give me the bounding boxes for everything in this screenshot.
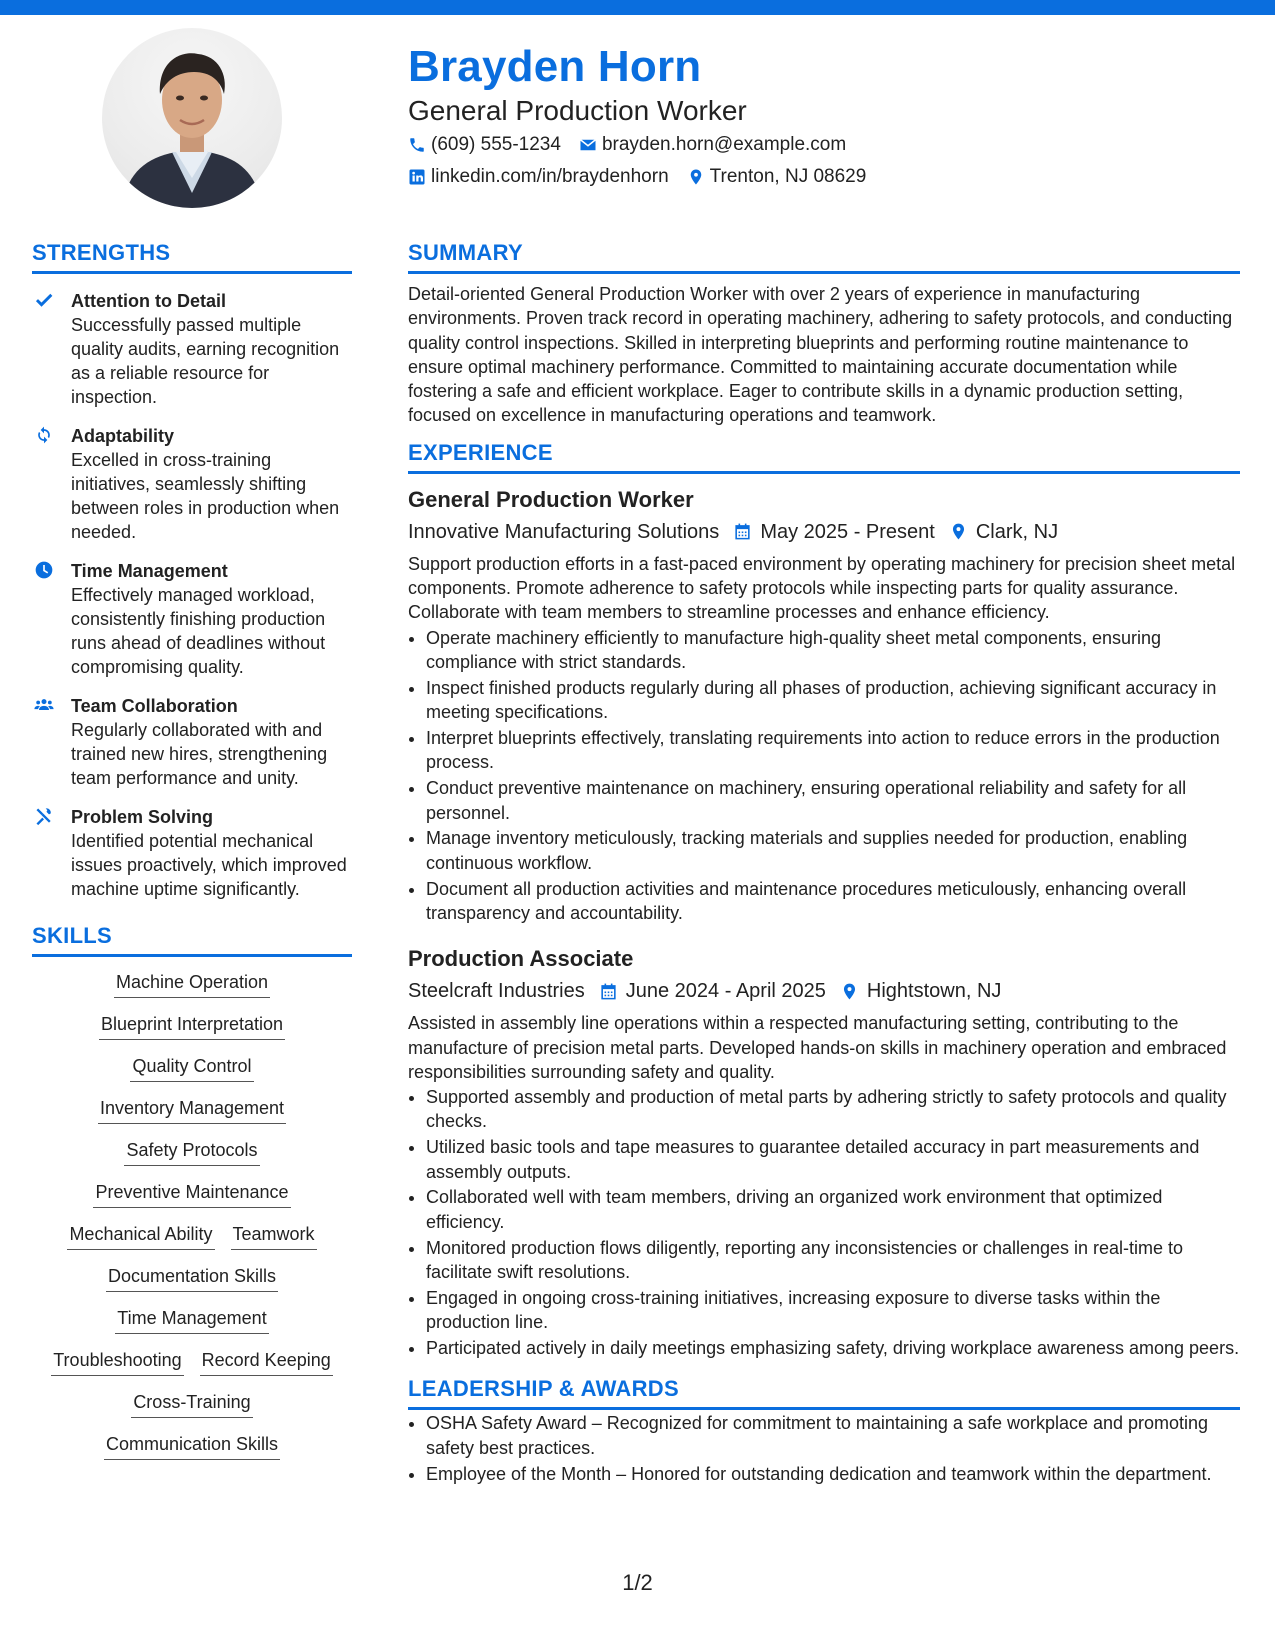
strength-title: Team Collaboration — [71, 696, 238, 716]
skill-tag: Preventive Maintenance — [93, 1181, 290, 1208]
strength-desc: Identified potential mechanical issues proactively, which improved machine uptime significantly. — [71, 831, 347, 899]
job-bullets — [408, 626, 1240, 926]
skill-tag: Record Keeping — [200, 1349, 333, 1376]
job-description: Assisted in assembly line operations within a respected manufacturing setting, contributing to the manufacture of precision metal parts. Developed hands-on skills in machinery operation and embraced responsibilities surrounding safety and quality. — [408, 1013, 1227, 1082]
summary-heading: SUMMARY — [408, 240, 1240, 274]
job-entry — [408, 486, 1240, 925]
leadership-list — [408, 1411, 1240, 1485]
job-meta — [408, 519, 1240, 545]
page-number: 1/2 — [622, 1570, 653, 1595]
skill-tag: Troubleshooting — [51, 1349, 183, 1376]
job-bullet: • Participated actively in daily meetings emphasizing safety, driving workplace awareness among peers. — [426, 1336, 1240, 1360]
skill-tag: Mechanical Ability — [67, 1223, 214, 1250]
job-bullet: • Manage inventory meticulously, tracking materials and supplies needed for production, enabling continuous workflow. — [426, 826, 1240, 875]
strength-item — [32, 805, 352, 901]
job-bullet: • Document all production activities and maintenance procedures meticulously, enhancing overall transparency and accountability. — [426, 877, 1240, 926]
email-text: brayden.horn@example.com — [601, 134, 847, 155]
profile-photo — [102, 28, 282, 208]
skill-tag: Blueprint Interpretation — [99, 1013, 285, 1040]
skills-list — [32, 971, 352, 1460]
strength-title: Adaptability — [71, 426, 175, 446]
skill-tag: Quality Control — [130, 1055, 253, 1082]
candidate-name: Brayden Horn — [408, 42, 702, 91]
linkedin-contact[interactable] — [408, 166, 669, 188]
contact-row-1 — [408, 134, 846, 156]
skill-tag: Cross-Training — [131, 1391, 252, 1418]
job-dates: May 2025 - Present — [760, 520, 935, 543]
job-description: Support production efforts in a fast-paced environment by operating machinery for precision sheet metal components. Promote adherence to safety protocols while inspecting parts for quality assurance. Collaborate with team members to streamline processes and enhance efficiency. — [408, 553, 1236, 623]
award-item: • OSHA Safety Award – Recognized for commitment to maintaining a safe workplace and promoting safety best practices. — [426, 1411, 1240, 1460]
skill-tag: Safety Protocols — [124, 1139, 259, 1166]
skill-tag: Machine Operation — [114, 971, 270, 998]
job-location: Hightstown, NJ — [866, 980, 1002, 1003]
skills-heading: SKILLS — [32, 923, 352, 957]
job-entry — [408, 945, 1240, 1360]
location-text: Trenton, NJ 08629 — [709, 166, 867, 187]
strength-title: Time Management — [71, 561, 228, 581]
job-role: Production Associate — [408, 946, 634, 972]
experience-heading: EXPERIENCE — [408, 440, 1240, 474]
job-location: Clark, NJ — [975, 520, 1059, 543]
sync-icon — [34, 425, 54, 445]
job-bullet: • Monitored production flows diligently, reporting any inconsistencies or challenges in real-time to facilitate swift resolutions. — [426, 1236, 1240, 1285]
job-bullet: • Collaborated well with team members, driving an organized work environment that optimized efficiency. — [426, 1185, 1240, 1234]
linkedin-icon — [408, 168, 426, 186]
strength-item — [32, 424, 352, 544]
award-item: • Employee of the Month – Honored for outstanding dedication and teamwork within the department. — [426, 1462, 1240, 1486]
strength-item — [32, 289, 352, 409]
skill-tag: Documentation Skills — [106, 1265, 278, 1292]
strength-title: Problem Solving — [71, 807, 214, 827]
skill-tag: Communication Skills — [104, 1433, 280, 1460]
job-bullet: • Conduct preventive maintenance on machinery, ensuring operational reliability and safety for all personnel. — [426, 776, 1240, 825]
phone-icon — [408, 136, 426, 154]
leadership-heading: LEADERSHIP & AWARDS — [408, 1376, 1240, 1410]
strength-item — [32, 559, 352, 679]
top-accent-bar — [0, 0, 1275, 15]
envelope-icon — [579, 136, 597, 154]
tools-icon — [34, 806, 54, 826]
job-bullet: • Supported assembly and production of metal parts by adhering strictly to safety protocols and quality checks. — [426, 1085, 1240, 1134]
left-column — [32, 240, 352, 1475]
job-bullet: • Operate machinery efficiently to manufacture high-quality sheet metal components, ensuring compliance with strict standards. — [426, 626, 1240, 675]
strength-title: Attention to Detail — [71, 291, 226, 311]
job-meta — [408, 978, 1240, 1004]
right-column — [408, 240, 1240, 1487]
map-pin-icon — [949, 522, 976, 541]
summary-text: Detail-oriented General Production Worker with over 2 years of experience in manufacturing environments. Proven track record in operating machinery, adhering to safety protocols, and conducting quality control inspections. Skilled in interpreting blueprints and performing routine maintenance to ensure optimal machinery performance. Committed to maintaining accurate documentation while fostering a safe and efficient workplace. Eager to contribute skills in a dynamic production setting, focused on excellence in manufacturing operations and teamwork. — [408, 284, 1233, 426]
clock-icon — [34, 560, 54, 580]
users-icon — [34, 695, 54, 715]
job-dates: June 2024 - April 2025 — [625, 980, 826, 1003]
location-contact — [687, 166, 867, 188]
phone-contact[interactable] — [408, 134, 561, 156]
strength-desc: Effectively managed workload, consistently finishing production runs ahead of deadlines without compromising quality. — [71, 585, 326, 677]
calendar-icon — [733, 522, 760, 541]
company-name: Steelcraft Industries — [408, 980, 585, 1003]
job-bullet: • Interpret blueprints effectively, translating requirements into action to reduce errors in the production process. — [426, 726, 1240, 775]
skill-tag: Inventory Management — [98, 1097, 286, 1124]
job-bullet: • Engaged in ongoing cross-training initiatives, increasing exposure to diverse tasks within the production line. — [426, 1286, 1240, 1335]
map-pin-icon — [687, 168, 705, 186]
company-name: Innovative Manufacturing Solutions — [408, 520, 720, 543]
map-pin-icon — [840, 982, 867, 1001]
job-bullets — [408, 1085, 1240, 1360]
strength-item — [32, 694, 352, 790]
check-icon — [34, 290, 54, 310]
phone-text: (609) 555-1234 — [431, 134, 561, 155]
email-contact[interactable] — [579, 134, 846, 156]
profile-photo-illustration — [102, 28, 282, 208]
job-bullet: • Utilized basic tools and tape measures to guarantee detailed accuracy in part measurements and assembly outputs. — [426, 1135, 1240, 1184]
candidate-title: General Production Worker — [408, 95, 747, 126]
strength-desc: Successfully passed multiple quality audits, earning recognition as a reliable resource for inspection. — [71, 315, 340, 407]
skill-tag: Teamwork — [231, 1223, 317, 1250]
linkedin-text: linkedin.com/in/braydenhorn — [431, 166, 669, 187]
strength-desc: Excelled in cross-training initiatives, seamlessly shifting between roles in production when needed. — [71, 450, 340, 542]
strength-desc: Regularly collaborated with and trained new hires, strengthening team performance and unity. — [71, 720, 328, 788]
job-role: General Production Worker — [408, 486, 694, 512]
contact-row-2 — [408, 166, 866, 188]
job-bullet: • Inspect finished products regularly during all phases of production, achieving significant accuracy in meeting specifications. — [426, 676, 1240, 725]
calendar-icon — [599, 982, 626, 1001]
skill-tag: Time Management — [115, 1307, 268, 1334]
strengths-heading: STRENGTHS — [32, 240, 352, 274]
